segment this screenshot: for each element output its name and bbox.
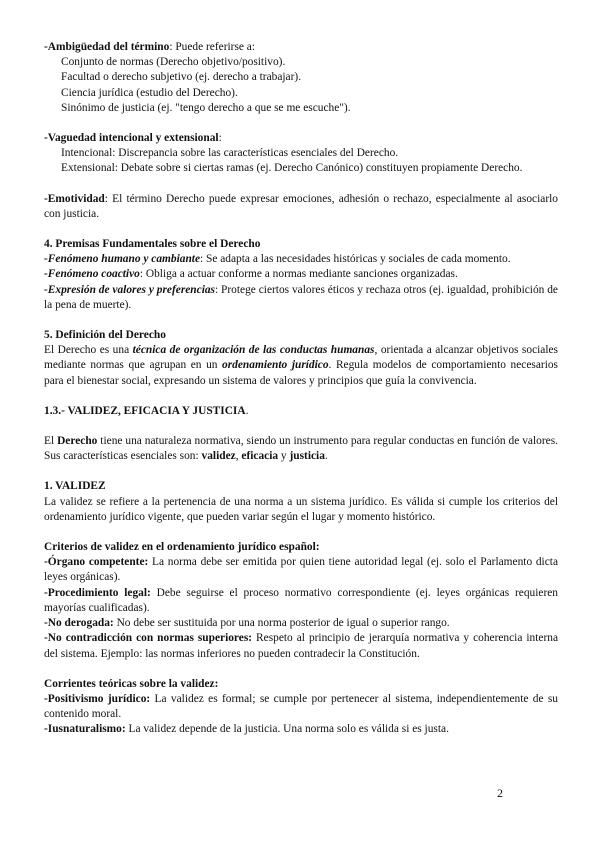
ambiguity-item: Sinónimo de justicia (ej. "tengo derecho a que se me escuche").	[61, 101, 351, 114]
emotivity-paragraph: -Emotividad: El término Derecho puede expresar emociones, adhesión o rechazo, especialmente al asociarlo con justicia.	[44, 192, 558, 220]
ambiguity-heading: -Ambigüedad del término: Puede referirse a:	[44, 41, 256, 53]
section-title: 1.3.- VALIDEZ, EFICACIA Y JUSTICIA.	[44, 404, 249, 417]
document-page	[44, 40, 558, 738]
ambiguity-item: Facultad o derecho subjetivo (ej. derecho a trabajar).	[61, 71, 302, 84]
definition-paragraph: El Derecho es una técnica de organización de las conductas humanas, orientada a alcanzar objetivos sociales mediante normas que agrupan en un ordenamiento jurídico. Regula modelos de comportamiento necesarios para el bienestar social, expresando un sistema de valores y principios que guía la convivencia.	[44, 344, 558, 387]
validity-heading: 1. VALIDEZ	[44, 480, 106, 493]
vagueness-item: Intencional: Discrepancia sobre las características esenciales del Derecho.	[61, 147, 399, 160]
page-number: 2	[497, 786, 503, 800]
ambiguity-item: Conjunto de normas (Derecho objetivo/positivo).	[61, 56, 286, 69]
premise-item: -Fenómeno humano y cambiante: Se adapta a las necesidades históricas y sociales de cada momento.	[44, 253, 511, 266]
theory-item: -Iusnaturalismo: La validez depende de la justicia. Una norma solo es válida si es justa.	[44, 723, 449, 736]
ambiguity-item: Ciencia jurídica (estudio del Derecho).	[61, 86, 238, 99]
theory-item: -Positivismo jurídico: La validez es formal; se cumple por pertenecer al sistema, independientemente de su contenido moral.	[44, 692, 559, 721]
criteria-item: -Procedimiento legal: Debe seguirse el proceso normativo correspondiente (ej. leyes orgánicas requieren mayorías cualificadas).	[44, 586, 559, 614]
theories-heading: Corrientes teóricas sobre la validez:	[44, 677, 219, 690]
vagueness-item: Extensional: Debate sobre si ciertas ramas (ej. Derecho Canónico) constituyen propiamente Derecho.	[61, 162, 523, 175]
intro-paragraph: El Derecho tiene una naturaleza normativa, siendo un instrumento para regular conductas en función de valores. Sus características esenciales son: validez, eficacia y justicia.	[44, 435, 558, 463]
premises-heading: 4. Premisas Fundamentales sobre el Derecho	[44, 238, 261, 251]
criteria-heading: Criterios de validez en el ordenamiento jurídico español:	[44, 541, 320, 554]
definition-heading: 5. Definición del Derecho	[44, 329, 166, 342]
criteria-item: -No derogada: No debe ser sustituida por una norma posterior de igual o superior rango.	[44, 617, 450, 630]
premise-item: -Fenómeno coactivo: Obliga a actuar conforme a normas mediante sanciones organizadas.	[44, 268, 458, 281]
premise-item: -Expresión de valores y preferencias: Protege ciertos valores éticos y rechaza otros (ej. igualdad, prohibición de la pena de muerte).	[44, 283, 558, 311]
criteria-item: -Órgano competente: La norma debe ser emitida por quien tiene autoridad legal (ej. solo el Parlamento dicta leyes orgánicas).	[44, 556, 558, 584]
criteria-item: -No contradicción con normas superiores: Respeto al principio de jerarquía normativa y coherencia interna del sistema. Ejemplo: las normas inferiores no pueden contradecir la Constitución.	[44, 632, 558, 660]
vagueness-heading: -Vaguedad intencional y extensional:	[44, 132, 222, 145]
validity-paragraph: La validez se refiere a la pertenencia de una norma a un sistema jurídico. Es válida si cumple los criterios del ordenamiento jurídico vigente, que pueden variar según el lugar y momento histórico.	[44, 495, 558, 523]
